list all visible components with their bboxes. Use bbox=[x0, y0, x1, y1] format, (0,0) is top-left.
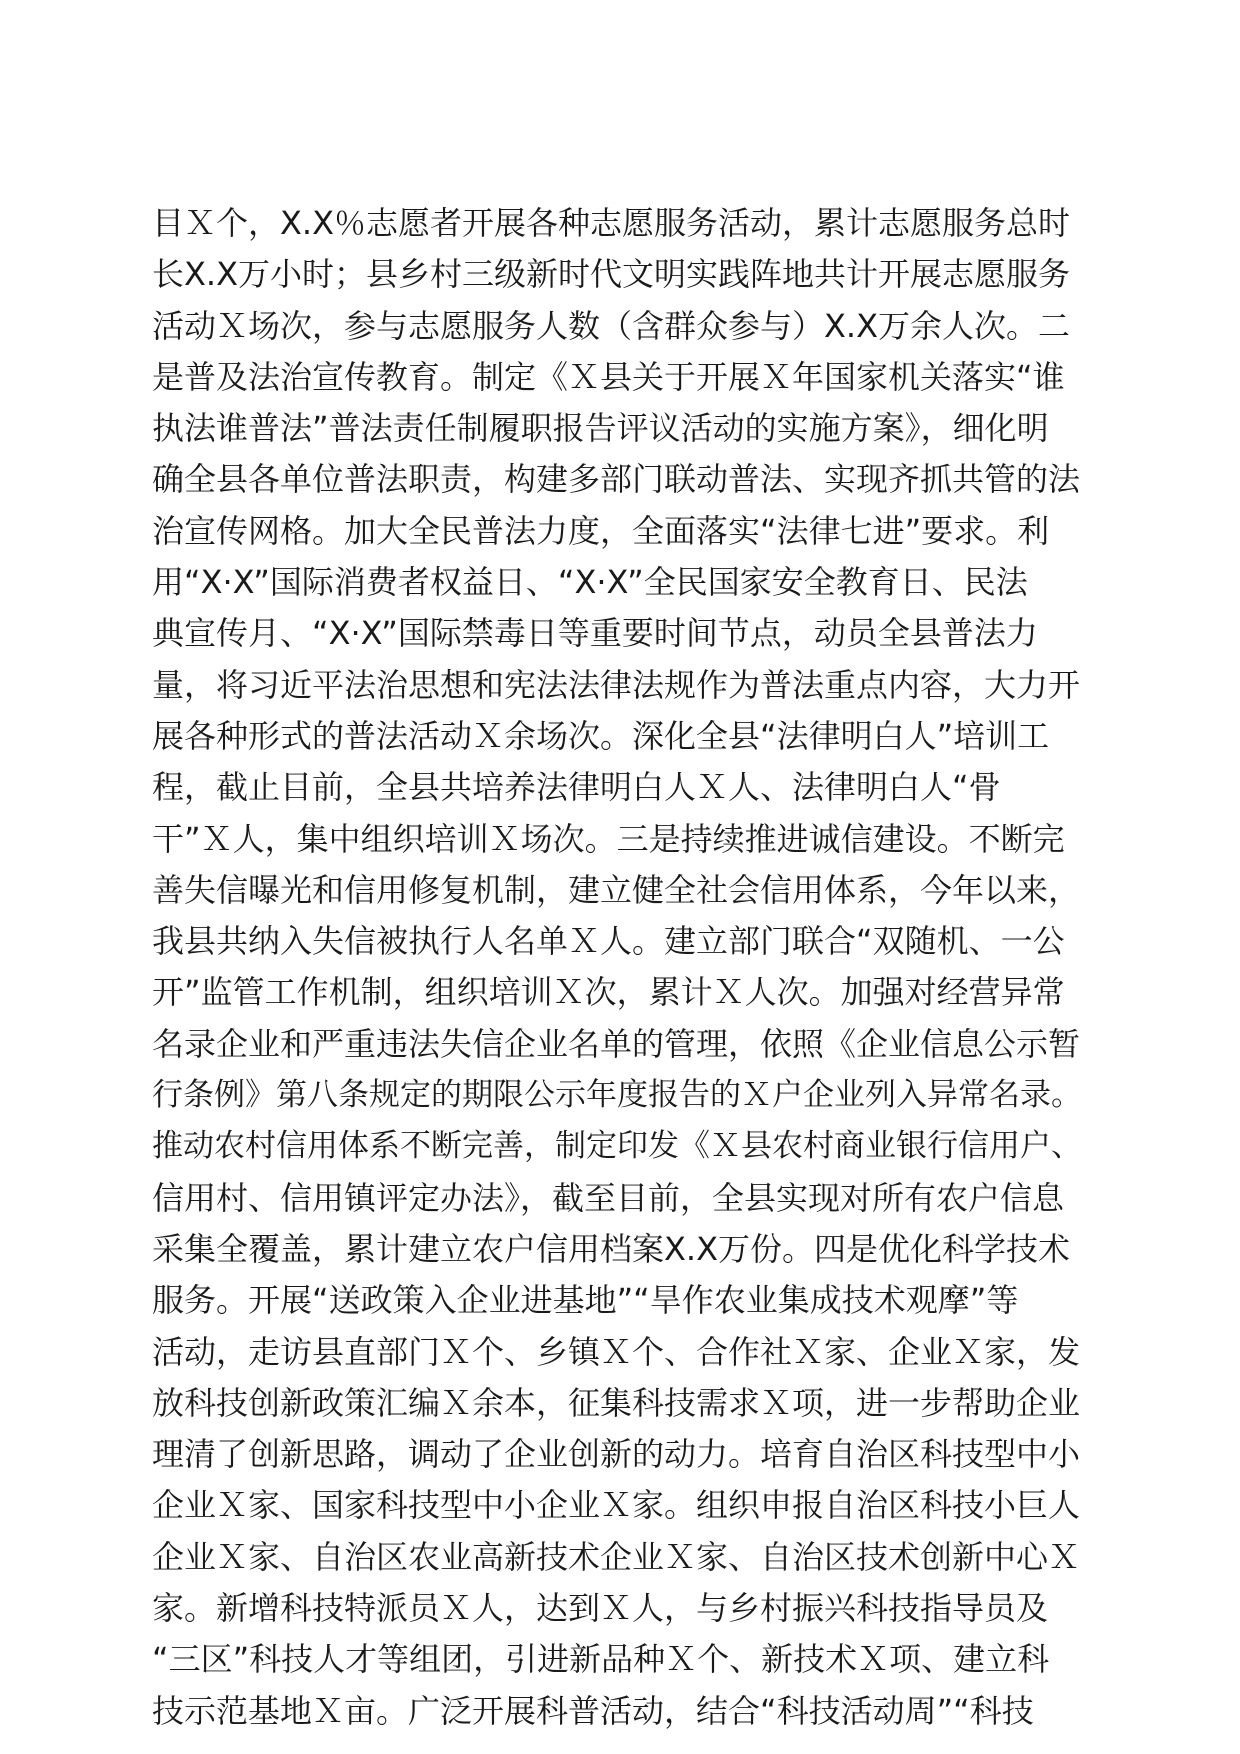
text-line: 名录企业和严重违法失信企业名单的管理，依照《企业信息公示暂 bbox=[152, 1024, 1081, 1063]
text-line: 推动农村信用体系不断完善，制定印发《Ｘ县农村商业银行信用户、 bbox=[152, 1128, 1082, 1165]
text-line: 量，将习近平法治思想和宪法法律法规作为普法重点内容，大力开 bbox=[152, 665, 1081, 704]
text-line: “三区”科技人才等组团，引进新品种Ｘ个、新技术Ｘ项、建立科 bbox=[152, 1640, 1050, 1679]
text-line: 活动，走访县直部门Ｘ个、乡镇Ｘ个、合作社Ｘ家、企业Ｘ家，发 bbox=[152, 1332, 1081, 1371]
text-line: 确全县各单位普法职责，构建多部门联动普法、实现齐抓共管的法 bbox=[152, 460, 1081, 499]
text-line: 长X.X万小时；县乡村三级新时代文明实践阵地共计开展志愿服务 bbox=[152, 255, 1071, 294]
text-line: 服务。开展“送政策入企业进基地”“旱作农业集成技术观摩”等 bbox=[152, 1281, 1019, 1320]
text-line: 理清了创新思路，调动了企业创新的动力。培育自治区科技型中小 bbox=[152, 1435, 1081, 1474]
text-line: 干”Ｘ人，集中组织培训Ｘ场次。三是持续推进诚信建设。不断完 bbox=[152, 819, 1065, 858]
text-line: 企业Ｘ家、国家科技型中小企业Ｘ家。组织申报自治区科技小巨人 bbox=[152, 1486, 1081, 1525]
text-line: 展各种形式的普法活动Ｘ余场次。深化全县“法律明白人”培训工 bbox=[152, 716, 1050, 755]
text-line: 善失信曝光和信用修复机制，建立健全社会信用体系，今年以来， bbox=[152, 870, 1081, 909]
text-line: 我县共纳入失信被执行人名单Ｘ人。建立部门联合“双随机、一公 bbox=[152, 922, 1065, 961]
text-line: 治宣传网格。加大全民普法力度，全面落实“法律七进”要求。利 bbox=[152, 511, 1050, 550]
text-line: 活动Ｘ场次，参与志愿服务人数（含群众参与）X.X万余人次。二 bbox=[152, 306, 1071, 345]
text-line: 程，截止目前，全县共培养法律明白人Ｘ人、法律明白人“骨 bbox=[152, 768, 1001, 807]
text-line: 执法谁普法”普法责任制履职报告评议活动的实施方案》，细化明 bbox=[152, 409, 1049, 448]
text-line: 放科技创新政策汇编Ｘ余本，征集科技需求Ｘ项，进一步帮助企业 bbox=[152, 1383, 1081, 1422]
text-line: 信用村、信用镇评定办法》，截至目前，全县实现对所有农户信息 bbox=[152, 1178, 1065, 1217]
text-line: 家。新增科技特派员Ｘ人，达到Ｘ人，与乡村振兴科技指导员及 bbox=[152, 1589, 1049, 1628]
text-line: 采集全覆盖，累计建立农户信用档案X.X万份。四是优化科学技术 bbox=[152, 1229, 1071, 1268]
text-line: 典宣传月、“X·X”国际禁毒日等重要时间节点，动员全县普法力 bbox=[152, 614, 1038, 653]
text-line: 是普及法治宣传教育。制定《Ｘ县关于开展Ｘ年国家机关落实“谁 bbox=[152, 357, 1065, 396]
text-line: 目Ｘ个，X.X％志愿者开展各种志愿服务活动，累计志愿服务总时 bbox=[152, 204, 1071, 242]
text-line: 行条例》第八条规定的期限公示年度报告的Ｘ户企业列入异常名录。 bbox=[152, 1077, 1082, 1114]
body-paragraph bbox=[152, 198, 1092, 1737]
text-line: 企业Ｘ家、自治区农业高新技术企业Ｘ家、自治区技术创新中心Ｘ bbox=[152, 1537, 1081, 1576]
text-line: 开”监管工作机制，组织培训Ｘ次，累计Ｘ人次。加强对经营异常 bbox=[152, 973, 1065, 1012]
text-line: 用“X·X”国际消费者权益日、“X·X”全民国家安全教育日、民法 bbox=[152, 563, 1028, 602]
text-line: 技示范基地Ｘ亩。广泛开展科普活动，结合“科技活动周”“科技 bbox=[152, 1691, 1034, 1730]
